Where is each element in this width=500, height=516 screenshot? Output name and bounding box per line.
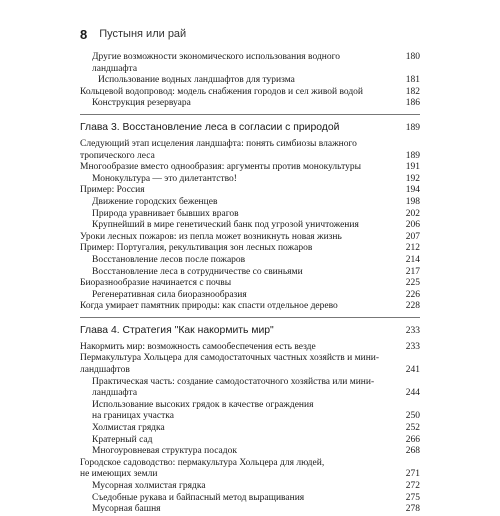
toc-entry-page: 180 bbox=[405, 52, 420, 62]
toc-entry-title: Кольцевой водопровод: модель снабжения городов и сел живой водой bbox=[80, 86, 364, 97]
toc-entry-title: Конструкция резервуара bbox=[92, 98, 191, 109]
toc-section-1 bbox=[80, 52, 420, 110]
toc-entry-title: не имеющих земли bbox=[80, 469, 158, 480]
toc-entry-page: 233 bbox=[405, 341, 420, 352]
toc-entry-page: 244 bbox=[405, 388, 420, 399]
toc-entry-page: 212 bbox=[405, 243, 420, 254]
chapter-page: 233 bbox=[405, 325, 420, 336]
toc-entry-page: 198 bbox=[405, 196, 420, 207]
toc-entry bbox=[80, 151, 420, 163]
toc-entry bbox=[80, 469, 420, 481]
toc-entry-title: Практическая часть: создание самодостаточного хозяйства или мини- bbox=[92, 376, 375, 387]
running-head bbox=[80, 25, 420, 43]
toc-entry-title: Когда умирает памятник природы: как спасти отдельное дерево bbox=[80, 301, 338, 312]
toc-entry-title: Уроки лесных пожаров: из пепла может возникнуть новая жизнь bbox=[80, 231, 342, 242]
toc-entry-page: 189 bbox=[405, 150, 420, 161]
toc-entry bbox=[80, 435, 420, 447]
toc-entry-title: ландшафта bbox=[92, 388, 138, 399]
toc-entry-title: Природа уравнивает бывших врагов bbox=[92, 208, 239, 219]
toc-entry bbox=[80, 388, 420, 400]
toc-entry-title: на границах участка bbox=[92, 411, 174, 422]
table-of-contents bbox=[80, 52, 420, 516]
toc-entry-page: 206 bbox=[405, 220, 420, 231]
toc-entry-title: Крупнейший в мире генетический банк под угрозой уничтожения bbox=[92, 220, 359, 231]
toc-entry bbox=[80, 342, 420, 354]
toc-entry-page: 214 bbox=[405, 254, 420, 265]
toc-entry-page: 271 bbox=[405, 469, 420, 480]
toc-entry bbox=[80, 220, 420, 232]
toc-entry-title: Восстановление леса в сотрудничестве со свиньями bbox=[92, 266, 303, 277]
toc-entry-page: 226 bbox=[405, 289, 420, 300]
toc-entry-title: Пермакультура Хольцера для самодостаточных частных хозяйств и мини- bbox=[80, 353, 380, 364]
toc-entry-title: Следующий этап исцеления ландшафта: понять симбиозы влажного bbox=[80, 138, 357, 149]
chapter-page: 189 bbox=[405, 122, 420, 133]
toc-entry bbox=[80, 278, 420, 290]
toc-entry bbox=[80, 174, 420, 186]
toc-entry bbox=[80, 365, 420, 377]
toc-entry-title: Холмистая грядка bbox=[92, 423, 165, 434]
toc-entry bbox=[80, 98, 420, 110]
toc-entry bbox=[80, 197, 420, 209]
toc-entry-page: 250 bbox=[405, 411, 420, 422]
toc-entry-title: Пример: Россия bbox=[80, 185, 145, 196]
toc-entry bbox=[80, 353, 420, 365]
toc-entry-title: Монокультура — это дилетантство! bbox=[92, 173, 237, 184]
toc-entry bbox=[80, 481, 420, 493]
toc-entry-page: 275 bbox=[405, 492, 420, 503]
toc-entry-title: Накормить мир: возможность самообеспечения есть везде bbox=[80, 341, 316, 352]
toc-entry bbox=[80, 423, 420, 435]
toc-entry bbox=[80, 243, 420, 255]
toc-entry-page: 252 bbox=[405, 423, 420, 434]
toc-entry bbox=[80, 400, 420, 412]
toc-entry bbox=[80, 162, 420, 174]
toc-entry-page: 207 bbox=[405, 231, 420, 242]
toc-entry-page: 192 bbox=[405, 173, 420, 184]
toc-entry bbox=[80, 301, 420, 313]
toc-entry bbox=[80, 377, 420, 389]
toc-entry bbox=[80, 290, 420, 302]
toc-entry bbox=[80, 232, 420, 244]
toc-entry-page: 191 bbox=[405, 162, 420, 173]
book-title: Пустыня или рай bbox=[99, 28, 187, 40]
toc-entry-page: 272 bbox=[405, 481, 420, 491]
toc-entry-page: 181 bbox=[405, 75, 420, 86]
toc-entry-page: 194 bbox=[405, 185, 420, 196]
toc-entry-title: Использование высоких грядок в качестве ограждения bbox=[92, 399, 314, 410]
toc-entry bbox=[80, 411, 420, 423]
toc-entry-page: 182 bbox=[405, 86, 420, 97]
toc-entry bbox=[80, 255, 420, 267]
toc-entry bbox=[80, 446, 420, 458]
toc-entry-title: тропического леса bbox=[80, 150, 155, 161]
toc-entry-page: 268 bbox=[405, 446, 420, 457]
divider bbox=[80, 317, 420, 318]
chapter-title: Глава 4. Стратегия "Как накормить мир" bbox=[80, 324, 274, 336]
toc-entry bbox=[80, 267, 420, 279]
toc-entry-title: Регенеративная сила биоразнообразия bbox=[92, 289, 247, 300]
toc-entry-title: Биоразнообразие начинается с почвы bbox=[80, 278, 232, 289]
toc-entry bbox=[80, 139, 420, 151]
toc-entry bbox=[80, 185, 420, 197]
toc-entry-title: Другие возможности экономического использования водного ландшафта bbox=[92, 52, 341, 74]
toc-entry-title: Мусорная башня bbox=[92, 504, 161, 515]
toc-entry-title: Кратерный сад bbox=[92, 434, 153, 445]
toc-entry-page: 228 bbox=[405, 301, 420, 312]
toc-entry bbox=[80, 75, 420, 87]
toc-entry-page: 225 bbox=[405, 278, 420, 289]
toc-entry bbox=[80, 504, 420, 516]
toc-entry-title: Мусорная холмистая грядка bbox=[92, 481, 206, 491]
toc-entry-title: Использование водных ландшафтов для туризма bbox=[98, 75, 295, 86]
toc-entry-title: Городское садоводство: пермакультура Хольцера для людей, bbox=[80, 457, 325, 468]
toc-entry-title: Многообразие вместо однообразия: аргументы против монокультуры bbox=[80, 162, 362, 173]
toc-entry-page: 241 bbox=[405, 365, 420, 376]
toc-entry bbox=[80, 52, 420, 75]
toc-entry-page: 217 bbox=[405, 266, 420, 277]
toc-section-3 bbox=[80, 342, 420, 516]
chapter-3-heading bbox=[80, 121, 420, 135]
toc-entry-page: 202 bbox=[405, 208, 420, 219]
toc-entry-page: 186 bbox=[405, 98, 420, 109]
page-number: 8 bbox=[80, 26, 88, 42]
toc-entry bbox=[80, 458, 420, 470]
toc-section-2 bbox=[80, 139, 420, 313]
divider bbox=[80, 114, 420, 115]
toc-entry-title: Пример: Португалия, рекультивация зон лесных пожаров bbox=[80, 243, 313, 254]
toc-entry-page: 266 bbox=[405, 434, 420, 445]
chapter-4-heading bbox=[80, 324, 420, 338]
toc-entry bbox=[80, 87, 420, 99]
toc-entry-title: Многоуровневая структура посадок bbox=[92, 446, 237, 457]
chapter-title: Глава 3. Восстановление леса в согласии с природой bbox=[80, 121, 340, 133]
toc-entry-title: Восстановление лесов после пожаров bbox=[92, 254, 246, 265]
toc-entry-title: ландшафтов bbox=[80, 365, 130, 376]
toc-entry-title: Съедобные рукава и байпасный метод выращивания bbox=[92, 492, 305, 503]
toc-entry bbox=[80, 209, 420, 221]
toc-entry-title: Движение городских беженцев bbox=[92, 196, 218, 207]
toc-entry bbox=[80, 493, 420, 505]
toc-entry-page: 278 bbox=[405, 504, 420, 515]
